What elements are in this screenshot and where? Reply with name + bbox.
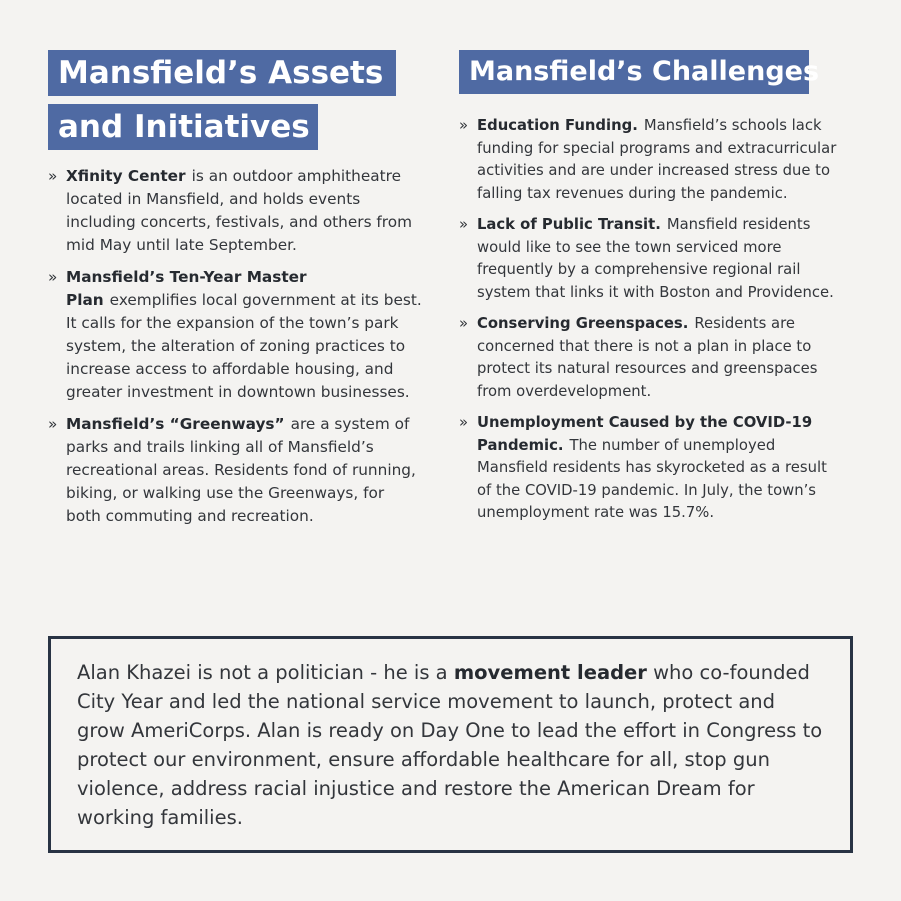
list-item (459, 313, 837, 403)
item-title: Lack of Public Transit. (477, 216, 661, 233)
item-text: Mansfield’s schools lack funding for special programs and extracurricular activities and are under increased stress due to falling tax revenues during the pandemic. (477, 117, 837, 202)
item-text: The number of unemployed Mansfield residents has skyrocketed as a result of the COVID-19 pandemic. In July, the town’s unemployment rate was 15.7%. (477, 436, 827, 521)
list-item (459, 214, 837, 304)
quote-text-start: Alan Khazei is not a politician - he is a (77, 661, 454, 684)
bullet-icon: » (48, 167, 58, 185)
assets-heading-line-1: Mansfield’s Assets (48, 50, 396, 96)
assets-heading-line-2: and Initiatives (48, 104, 318, 150)
item-text: are a system of parks and trails linking all of Mansfield’s recreational areas. Residents fond of running, biking, or walking use the Greenways, for both commuting and recreation. (66, 415, 416, 525)
item-title: Xfinity Center (66, 167, 186, 185)
challenges-list (459, 115, 837, 534)
list-item (459, 412, 837, 525)
item-text: exemplifies local government at its best. It calls for the expansion of the town’s park system, the alteration of zoning practices to increase access to affordable housing, and greater investment in downtown businesses. (66, 291, 422, 401)
item-title: Mansfield’s Ten-Year Master Plan (66, 268, 307, 309)
challenges-heading: Mansfield’s Challenges (459, 50, 809, 94)
bullet-icon: » (459, 315, 469, 332)
item-title: Unemployment Caused by the COVID-19 Pandemic. (477, 414, 813, 454)
list-item (48, 266, 423, 404)
assets-list (48, 165, 423, 537)
bullet-icon: » (48, 268, 58, 286)
quote-text-end: who co-founded City Year and led the national service movement to launch, protect and grow AmeriCorps. Alan is ready on Day One to lead the effort in Congress to protect our environment, ensure affordable healthcare for all, stop gun violence, address racial injustice and restore the American Dream for working families. (77, 661, 823, 829)
bullet-icon: » (459, 414, 469, 431)
quote-emphasis: movement leader (453, 661, 647, 684)
list-item (459, 115, 837, 205)
item-title: Mansfield’s “Greenways” (66, 415, 285, 433)
item-text: Mansfield residents would like to see the town serviced more frequently by a comprehensive regional rail system that links it with Boston and Providence. (477, 216, 834, 301)
bullet-icon: » (459, 117, 469, 134)
list-item (48, 413, 423, 528)
item-title: Education Funding. (477, 117, 638, 134)
bullet-icon: » (48, 415, 58, 433)
candidate-quote (77, 658, 824, 832)
candidate-quote-box (48, 636, 853, 853)
item-title: Conserving Greenspaces. (477, 315, 689, 332)
list-item (48, 165, 423, 257)
bullet-icon: » (459, 216, 469, 233)
item-text: is an outdoor amphitheatre located in Mansfield, and holds events including concerts, festivals, and others from mid May until late September. (66, 167, 413, 254)
item-text: Residents are concerned that there is not a plan in place to protect its natural resources and greenspaces from overdevelopment. (477, 315, 818, 400)
